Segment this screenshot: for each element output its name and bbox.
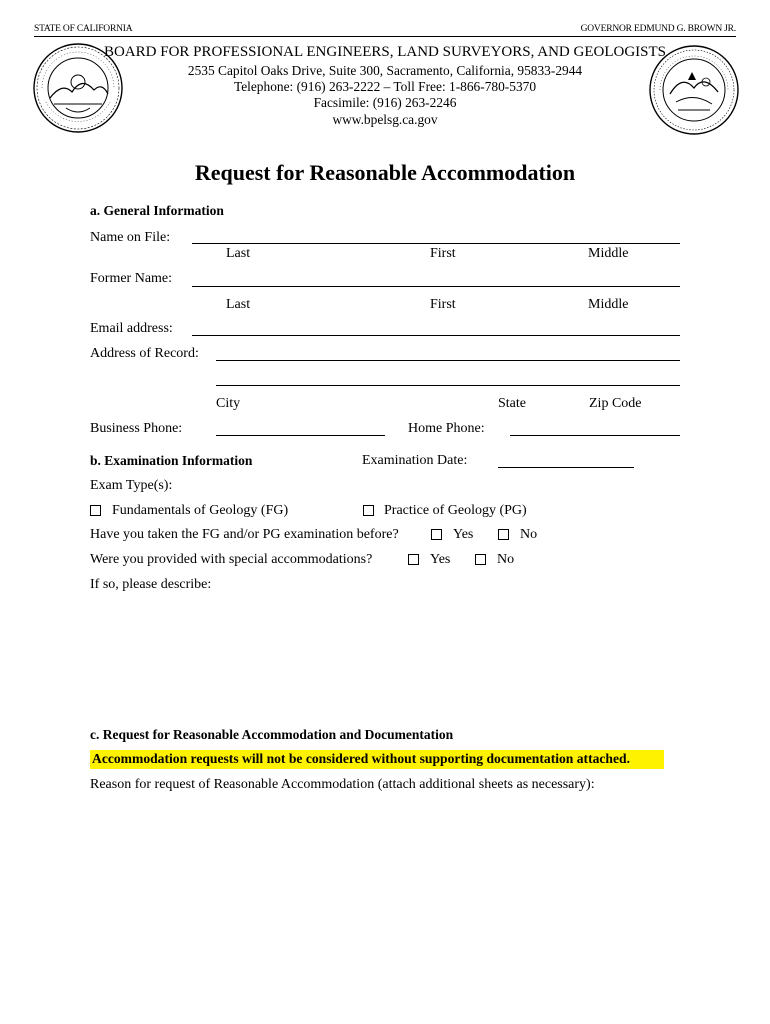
special-accommodations-no-checkbox[interactable]	[475, 554, 486, 565]
board-telephone: Telephone: (916) 263-2222 – Toll Free: 1-866-780-5370	[233, 79, 537, 94]
former-last-caption: Last	[226, 297, 251, 312]
governor-label: GOVERNOR EDMUND G. BROWN JR.	[580, 24, 736, 34]
fg-label: Fundamentals of Geology (FG)	[112, 503, 289, 518]
board-address: 2535 Capitol Oaks Drive, Suite 300, Sacramento, California, 95833-2944	[187, 63, 583, 78]
city-caption: City	[216, 396, 241, 411]
board-name: BOARD FOR PROFESSIONAL ENGINEERS, LAND SURVEYORS, AND GEOLOGISTS	[103, 44, 667, 60]
header-rule	[34, 36, 736, 37]
special-accommodations-question: Were you provided with special accommodations?	[90, 552, 373, 567]
home-phone-label: Home Phone:	[408, 421, 485, 436]
former-name-field[interactable]	[192, 286, 680, 287]
fg-checkbox[interactable]	[90, 505, 101, 516]
name-on-file-field[interactable]	[192, 243, 680, 244]
state-caption: State	[498, 396, 526, 411]
examination-date-label: Examination Date:	[362, 453, 468, 468]
section-c-heading: c. Request for Reasonable Accommodation and Documentation	[90, 727, 454, 742]
describe-text-area[interactable]	[90, 598, 680, 708]
reason-label: Reason for request of Reasonable Accommodation (attach additional sheets as necessary):	[90, 777, 595, 792]
state-of-california-label: STATE OF CALIFORNIA	[34, 24, 133, 34]
address-of-record-label: Address of Record:	[90, 346, 199, 361]
special-accommodations-yes-checkbox[interactable]	[408, 554, 419, 565]
form-title: Request for Reasonable Accommodation	[194, 160, 576, 185]
taken-before-yes-label: Yes	[453, 527, 474, 542]
taken-before-no-checkbox[interactable]	[498, 529, 509, 540]
section-a-heading: a. General Information	[90, 203, 224, 218]
business-phone-label: Business Phone:	[90, 421, 183, 436]
email-field[interactable]	[192, 335, 680, 336]
examination-date-field[interactable]	[498, 467, 634, 468]
name-last-caption: Last	[226, 246, 251, 261]
former-first-caption: First	[430, 297, 456, 312]
section-b-heading: b. Examination Information	[90, 453, 253, 468]
name-middle-caption: Middle	[588, 246, 629, 261]
special-accommodations-yes-label: Yes	[430, 552, 451, 567]
pg-label: Practice of Geology (PG)	[384, 503, 527, 518]
board-facsimile: Facsimile: (916) 263-2246	[313, 95, 457, 110]
exam-types-label: Exam Type(s):	[90, 478, 173, 493]
taken-before-yes-checkbox[interactable]	[431, 529, 442, 540]
taken-before-question: Have you taken the FG and/or PG examination before?	[90, 527, 399, 542]
business-phone-field[interactable]	[216, 435, 385, 436]
former-name-label: Former Name:	[90, 271, 173, 286]
describe-label: If so, please describe:	[90, 577, 212, 592]
special-accommodations-no-label: No	[497, 552, 515, 567]
email-label: Email address:	[90, 321, 173, 336]
name-first-caption: First	[430, 246, 456, 261]
pg-checkbox[interactable]	[363, 505, 374, 516]
documentation-notice: Accommodation requests will not be considered without supporting documentation attached.	[92, 751, 630, 766]
zip-caption: Zip Code	[589, 396, 642, 411]
address-line-1-field[interactable]	[216, 360, 680, 361]
former-middle-caption: Middle	[588, 297, 629, 312]
board-website[interactable]: www.bpelsg.ca.gov	[332, 112, 438, 127]
address-line-2-field[interactable]	[216, 385, 680, 386]
home-phone-field[interactable]	[510, 435, 680, 436]
taken-before-no-label: No	[520, 527, 538, 542]
name-on-file-label: Name on File:	[90, 230, 171, 245]
reason-text-area[interactable]	[90, 800, 680, 1000]
